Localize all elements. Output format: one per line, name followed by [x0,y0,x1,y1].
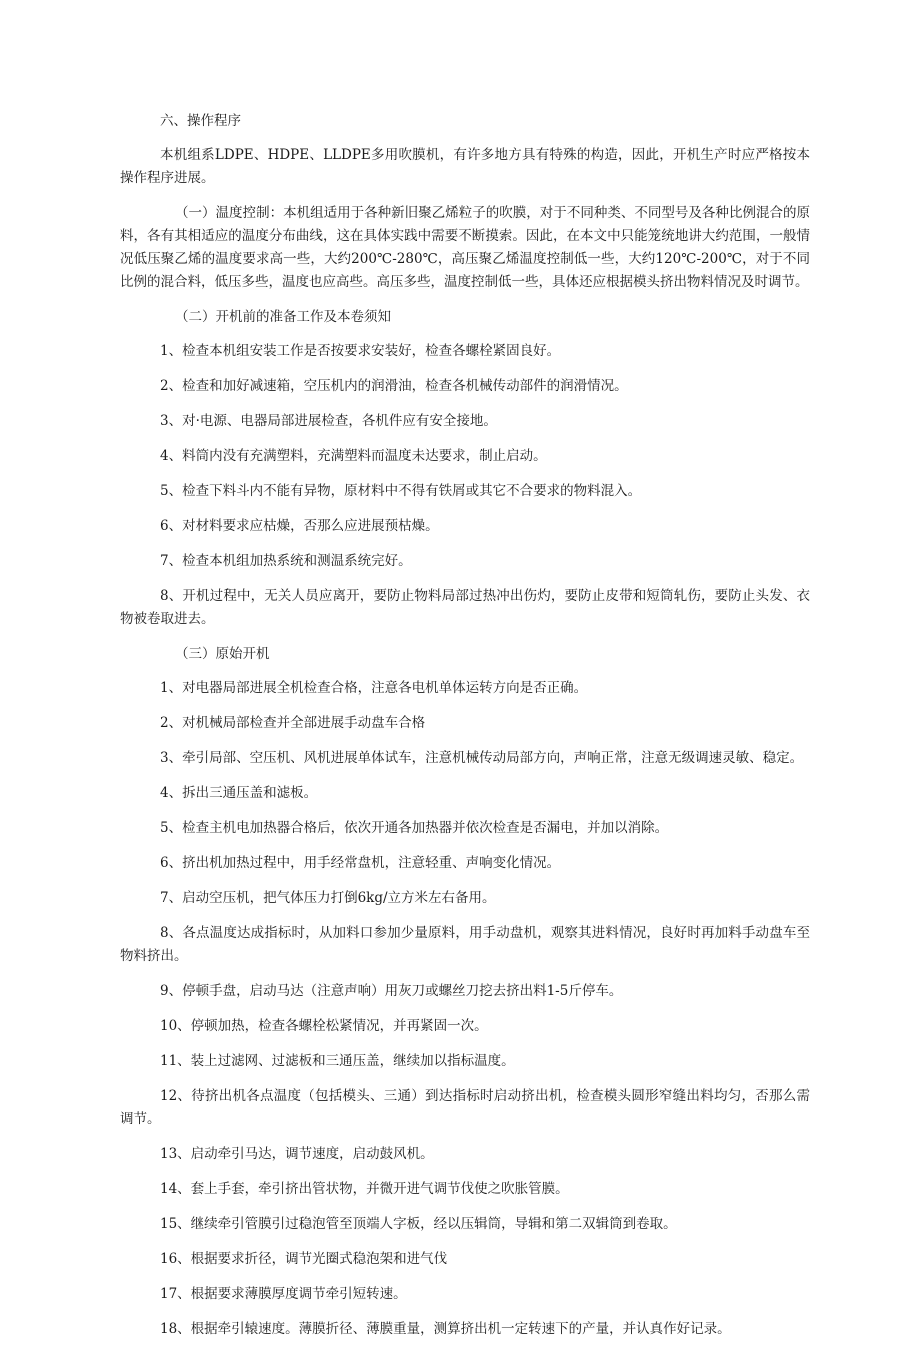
startup-item: 13、启动牵引马达，调节速度，启动鼓风机。 [160,1146,434,1162]
startup-item: 4、拆出三通压盖和滤板。 [160,785,318,801]
startup-item: 6、挤出机加热过程中，用手经常盘机，注意轻重、声响变化情况。 [160,855,561,871]
startup-item: 18、根据牵引辕速度。薄膜折径、薄膜重量，测算挤出机一定转速下的产量，并认真作好记录。 [160,1321,731,1337]
startup-item: 1、对电器局部进展全机检查合格，注意各电机单体运转方向是否正确。 [160,680,588,696]
preparation-item: 6、对材料要求应枯燥，否那么应进展预枯燥。 [160,518,439,534]
preparation-heading: （二）开机前的准备工作及本卷须知 [175,309,391,325]
document-body [120,110,810,1353]
preparation-item: 4、料筒内没有充满塑料，充满塑料而温度未达要求，制止启动。 [160,448,547,464]
startup-item: 15、继续牵引管膜引过稳泡管至顶端人字板，经以压辑筒，导辑和第二双辑筒到卷取。 [160,1216,677,1232]
temperature-control-paragraph: （一）温度控制：本机组适用于各种新旧聚乙烯粒子的吹膜，对于不同种类、不同型号及各种比例混合的原料，各有其相适应的温度分布曲线，这在具体实践中需要不断摸索。因此，在本文中只能笼统地讲大约范围，一般情况低压聚乙烯的温度要求高一些，大约200℃-280℃，高压聚乙烯温度控制低一些，大约120℃-200℃，对于不同比例的混合料，低压多些，温度也应高些。高压多些，温度控制低一些，具体还应根据模头挤出物料情况及时调节。 [120,205,810,290]
startup-item: 12、待挤出机各点温度（包括模头、三通）到达指标时启动挤出机，检查模头圆形窄缝出料均匀，否那么需调节。 [120,1088,810,1127]
preparation-item: 8、开机过程中，无关人员应离开，要防止物料局部过热冲出伤灼，要防止皮带和短筒轧伤，要防止头发、衣物被卷取进去。 [120,588,810,627]
startup-item: 10、停顿加热，检查各螺栓松紧情况，并再紧固一次。 [160,1018,488,1034]
preparation-item: 1、检查本机组安装工作是否按要求安装好，检查各螺栓紧固良好。 [160,343,561,359]
section-title: 六、操作程序 [160,113,241,129]
startup-item: 2、对机械局部检查并全部进展手动盘车合格 [160,715,426,731]
startup-item: 17、根据要求薄膜厚度调节牵引短转速。 [160,1286,407,1302]
startup-item: 11、装上过滤网、过滤板和三通压盖，继续加以指标温度。 [160,1053,515,1069]
startup-item: 3、牵引局部、空压机、风机进展单体试车，注意机械传动局部方向，声响正常，注意无级调速灵敏、稳定。 [160,750,804,766]
startup-item: 8、各点温度达成指标时，从加料口参加少量原料，用手动盘机，观察其进料情况，良好时再加料手动盘车至物料挤出。 [120,925,810,964]
preparation-item: 2、检查和加好减速箱，空压机内的润滑油，检查各机械传动部件的润滑情况。 [160,378,628,394]
startup-item: 16、根据要求折径，调节光圈式稳泡架和进气伐 [160,1251,448,1267]
startup-item: 9、停顿手盘，启动马达（注意声响）用灰刀或螺丝刀挖去挤出料1-5斤停车。 [160,983,623,999]
startup-item: 5、检查主机电加热器合格后，依次开通各加热器并依次检查是否漏电，并加以消除。 [160,820,669,836]
preparation-item: 3、对·电源、电器局部进展检查，各机件应有安全接地。 [160,413,497,429]
intro-paragraph: 本机组系LDPE、HDPE、LLDPE多用吹膜机，有许多地方具有特殊的构造，因此，开机生产时应严格按本操作程序进展。 [120,147,810,186]
preparation-item: 7、检查本机组加热系统和测温系统完好。 [160,553,412,569]
startup-item: 14、套上手套，牵引挤出管状物，并微开进气调节伐使之吹胀管膜。 [160,1181,569,1197]
startup-item: 7、启动空压机，把气体压力打倒6kg/立方米左右备用。 [160,890,496,906]
startup-heading: （三）原始开机 [175,646,270,662]
preparation-item: 5、检查下料斗内不能有异物，原材料中不得有铁屑或其它不合要求的物料混入。 [160,483,642,499]
